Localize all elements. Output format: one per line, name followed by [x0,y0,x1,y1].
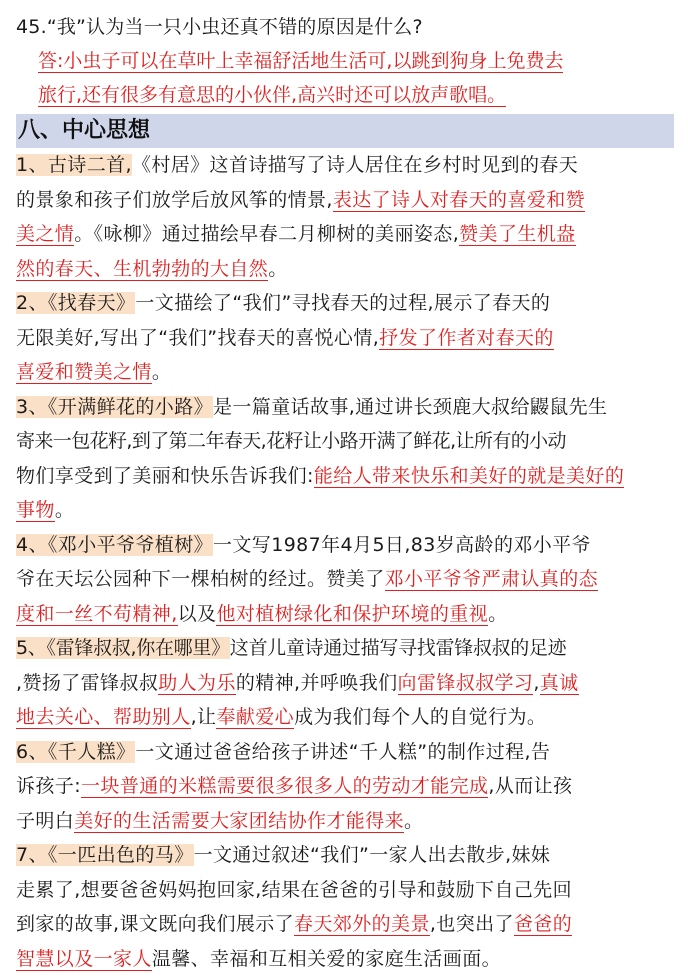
highlight: 真诚 [539,671,579,694]
text: 物们享受到了美丽和快乐告诉我们: [16,464,314,487]
question-45: 45.“我”认为当一只小虫还真不错的原因是什么? [16,16,423,38]
item-number: 5、 [16,637,47,659]
text: 的精神,并呼唤我们 [235,671,398,694]
highlight: 度和一丝不苟精神, [16,602,178,625]
text: 。 [268,257,288,280]
text: 是一篇童话故事,通过讲长颈鹿大叔给鼹鼠先生 [213,395,608,418]
highlight: 智慧以及一家人 [16,947,152,970]
highlight: 他对植树绿化和保护环境的重视 [216,602,489,625]
text: 走累了,想要爸爸妈妈抱回家,结果在爸爸的引导和鼓励下自己先回 [16,878,573,901]
item-number: 1、 [16,154,48,176]
item-number: 7、 [16,844,48,866]
highlight: 邓小平爷爷严肃认真的态 [384,568,599,590]
highlight: 抒发了作者对春天的 [379,326,554,349]
answer-line-2: 旅行,还有很多有意思的小伙伴,高兴时还可以放声歌唱。 [38,84,507,106]
item-title: 古诗二首, [47,154,132,176]
highlight: 助人为乐 [158,671,236,694]
text: 。 [54,499,75,521]
text: 一文通过叙述“我们”一家人出去散步,妹妹 [193,844,551,866]
item-title: 《千人糕》 [47,740,136,763]
item-title: 《雷锋叔叔,你在哪里》 [46,637,230,659]
highlight: 美之情 [16,223,75,245]
highlight: 表达了诗人对春天的喜爱和赞 [332,188,586,211]
paragraph-5 [16,631,674,735]
text: ,也突出了 [429,913,514,935]
text: 的景象和孩子们放学后放风筝的情景, [16,188,333,211]
highlight: 一块普通的米糕需要很多很多人的劳动才能完成 [81,775,489,797]
highlight: 爸爸的 [513,913,573,935]
item-number: 4、 [16,533,48,556]
text: 爷在天坛公园种下一棵柏树的经过。赞美了 [16,568,385,590]
item-title: 《开满鲜花的小路》 [47,395,213,418]
text: 温馨、幸福和互相关爱 [151,947,346,970]
paragraph-7 [16,838,674,976]
item-title: 《一匹出色的马》 [47,844,194,866]
text: 的家庭生活画面。 [345,947,502,970]
answer-line-1: 答:小虫子可以在草叶上幸福舒活地生活可,以跳到狗身上免费去 [38,50,564,72]
paragraph-4 [16,528,674,632]
highlight: 然的春天、生机勃勃的大自然 [16,257,269,280]
text: 寄来一包花籽,到了第二年春天,花籽让小路开满了鲜花,让所有的小动 [16,430,566,452]
text: ,赞扬了雷锋叔叔 [16,671,159,694]
paragraph-3 [16,390,674,528]
text: 到家的故事,课文既向我们展示了 [16,913,295,935]
highlight: 向雷锋叔叔学习 [397,671,534,694]
text: 诉孩子: [16,775,82,797]
text: 。 [151,361,172,383]
paragraph-2 [16,286,674,390]
highlight: 能给人带来快乐和美好的就是美好的 [313,464,625,487]
text: 一文通过爸爸给孩子讲述“千人糕”的制作过程,告 [135,740,551,763]
text: 成为我们每个人的自觉行为。 [294,706,547,728]
item-title: 《找春天》 [47,292,136,314]
highlight: 美好的生活需要大家团结协作才能得来 [74,809,405,832]
answer [16,44,674,112]
highlight: 春天郊外的美景 [294,913,430,935]
paragraph-6 [16,735,674,839]
text: 。 [488,602,508,625]
text: 一文描绘了“我们”寻找春天的过程,展示了春天的 [135,292,551,314]
highlight: 喜爱和赞美之情 [16,361,152,383]
section-title: 八、中心思想 [16,114,674,148]
highlight: 地去关心、帮助别人 [16,706,191,728]
text: , [533,671,540,694]
item-title: 《邓小平爷爷植树》 [47,533,213,556]
text: 一文写1987年4月5日,83岁高龄的邓小平爷 [213,533,591,556]
highlight: 事物 [16,499,55,521]
text: ,让 [190,706,217,728]
highlight: 赞美了生机盎 [459,223,576,245]
text: 。 [404,809,424,832]
text: 以及 [177,602,217,625]
text: 这首儿童诗通过描写寻找雷锋叔叔的足迹 [229,637,567,659]
page [0,10,688,970]
text: 子明白 [16,809,75,832]
item-number: 6、 [16,740,48,763]
highlight: 奉献爱心 [216,706,295,728]
text: 《村居》这首诗描写了诗人居住在乡村时见到的春天 [131,154,579,176]
text: ,从而让孩 [488,775,573,797]
paragraph-1 [16,148,674,286]
item-number: 2、 [16,292,48,314]
text: 无限美好,写出了“我们”找春天的喜悦心情, [16,326,380,349]
text: 。《咏柳》通过描绘早春二月柳树的美丽姿态, [74,223,460,245]
item-number: 3、 [16,395,48,418]
